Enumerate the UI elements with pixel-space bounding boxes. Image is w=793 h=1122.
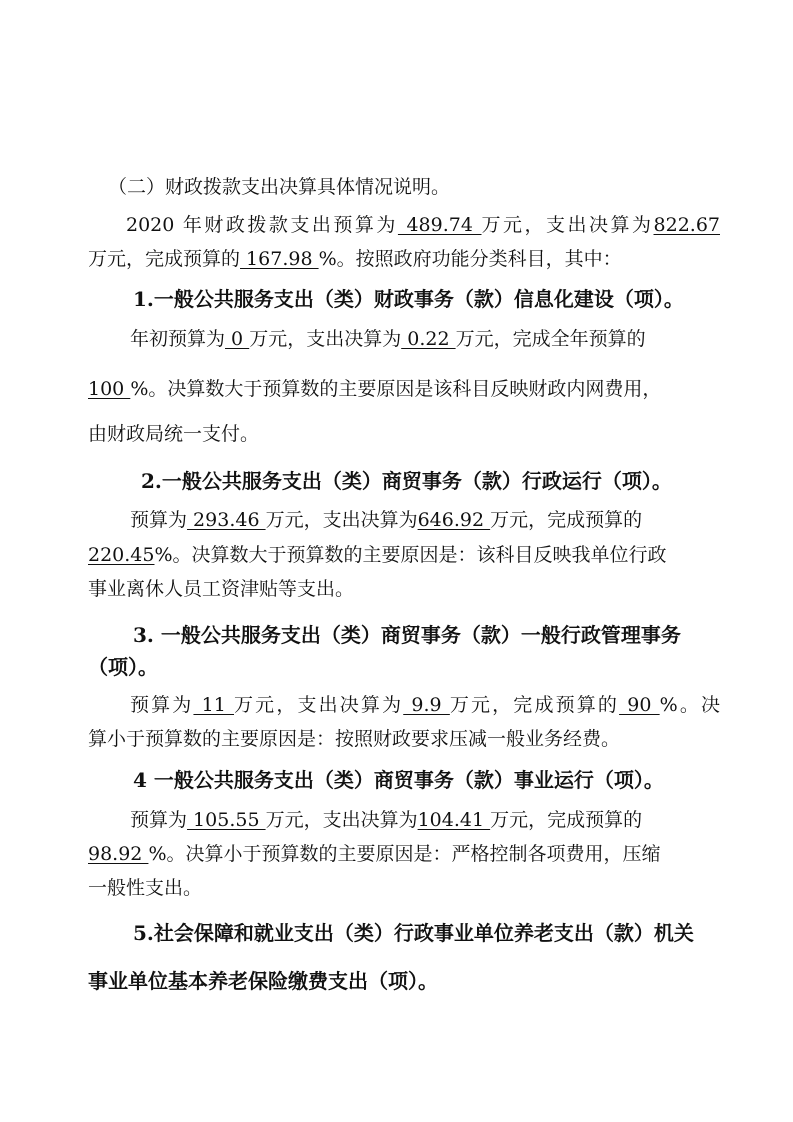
item-3-budget: 11: [193, 694, 235, 716]
item-3-title-cont: （项）。: [88, 655, 158, 679]
item-2-actual: 646.92: [417, 509, 491, 531]
item-3-line-2: 算小于预算数的主要原因是：按照财政要求压减一般业务经费。: [88, 728, 621, 750]
item-4-title: 4 一般公共服务支出（类）商贸事务（款）事业运行（项）。: [133, 768, 664, 792]
item-3-actual: 9.9: [403, 694, 450, 716]
item-2-title: 2.一般公共服务支出（类）商贸事务（款）行政运行（项）。: [141, 469, 672, 493]
item-1-title: 1.一般公共服务支出（类）财政事务（款）信息化建设（项）。: [133, 287, 684, 311]
item-1-rate: 100: [88, 378, 131, 400]
item-1-budget: 0: [225, 328, 250, 350]
item-4-rate: 98.92: [88, 843, 149, 865]
overview-rate: 167.98: [240, 248, 319, 270]
item-4-line-1: 预算为 105.55 万元，支出决算为104.41 万元，完成预算的: [130, 809, 643, 831]
item-2-line-2: 220.45%。决算数大于预算数的主要原因是：该科目反映我单位行政: [88, 544, 667, 566]
item-5-title: 5.社会保障和就业支出（类）行政事业单位养老支出（款）机关: [133, 921, 694, 945]
item-3-rate: 90: [619, 694, 660, 716]
item-1-actual: 0.22: [401, 328, 456, 350]
item-4-budget: 105.55: [187, 809, 266, 831]
item-2-rate: 220.45: [88, 544, 155, 566]
overview-actual: 822.67: [653, 214, 720, 236]
item-3-line-1: 预算为 11 万元，支出决算为 9.9 万元，完成预算的 90 %。决: [130, 694, 720, 716]
section-heading: （二）财政拨款支出决算具体情况说明。: [108, 176, 451, 198]
item-1-line-3: 由财政局统一支付。: [88, 423, 260, 445]
item-2-line-1: 预算为 293.46 万元，支出决算为646.92 万元，完成预算的: [130, 509, 643, 531]
item-1-line-2: 100 %。决算数大于预算数的主要原因是该科目反映财政内网费用，: [88, 378, 662, 400]
overview-line-2: 万元，完成预算的 167.98 %。按照政府功能分类科目，其中：: [88, 248, 622, 270]
overview-budget: 489.74: [397, 214, 482, 236]
item-2-budget: 293.46: [187, 509, 266, 531]
item-1-line-1: 年初预算为 0 万元，支出决算为 0.22 万元，完成全年预算的: [130, 328, 646, 350]
overview-line-1: 2020 年财政拨款支出预算为 489.74 万元，支出决算为822.67: [126, 214, 720, 236]
item-2-line-3: 事业离休人员工资津贴等支出。: [88, 578, 355, 600]
item-4-actual: 104.41: [417, 809, 491, 831]
item-3-title: 3. 一般公共服务支出（类）商贸事务（款）一般行政管理事务: [133, 623, 681, 647]
item-5-title-cont: 事业单位基本养老保险缴费支出（项）。: [88, 969, 438, 993]
item-4-line-2: 98.92 %。决算小于预算数的主要原因是：严格控制各项费用，压缩: [88, 843, 661, 865]
item-4-line-3: 一般性支出。: [88, 877, 203, 899]
